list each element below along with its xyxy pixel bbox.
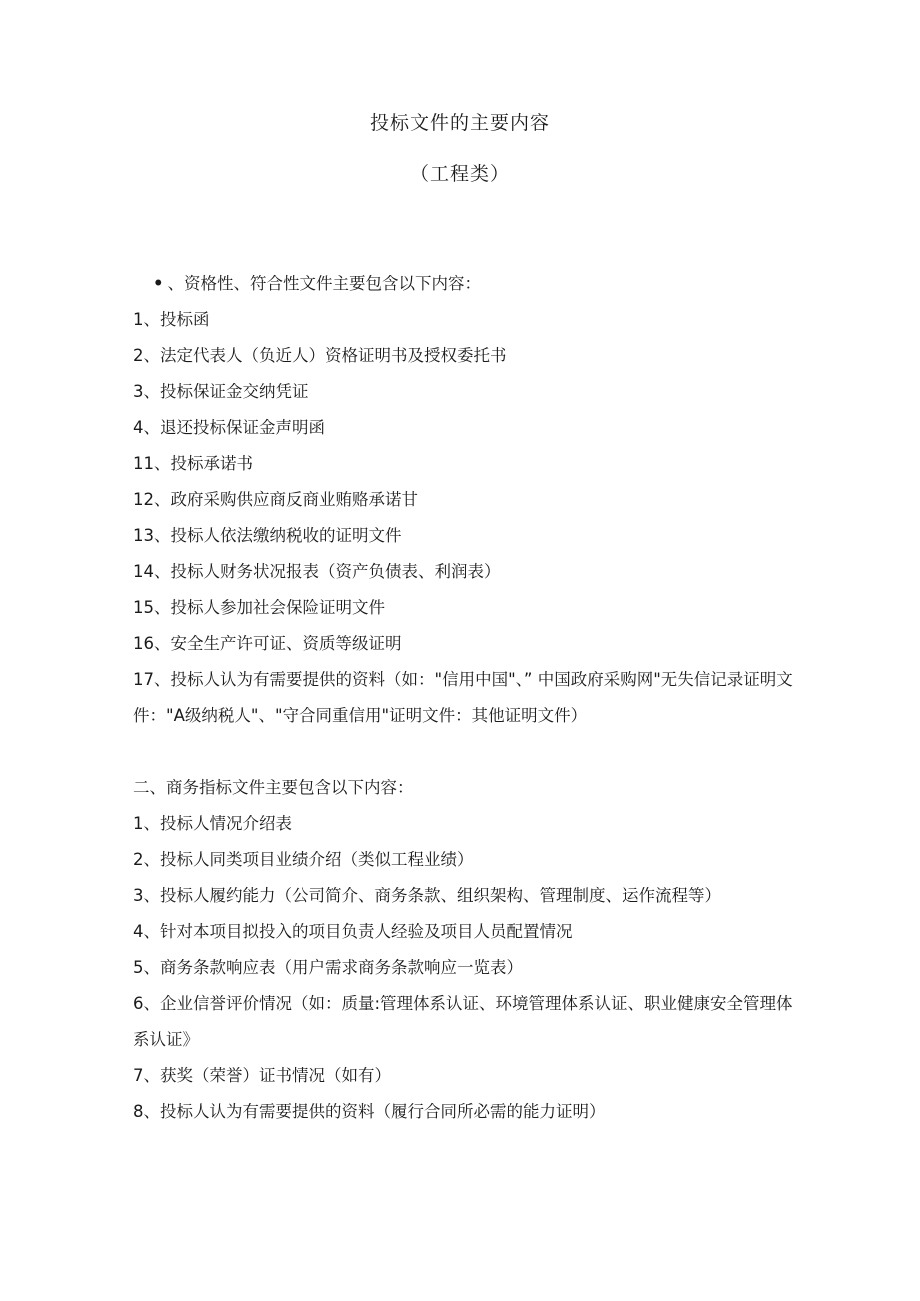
list-item: 13、投标人依法缴纳税收的证明文件 bbox=[133, 526, 402, 545]
document-subtitle: （工程类） bbox=[409, 163, 510, 185]
list-item: 1、投标函 bbox=[133, 310, 210, 329]
list-item: 12、政府采购供应商反商业贿赂承诺甘 bbox=[133, 490, 418, 509]
list-item: 4、退还投标保证金声明函 bbox=[133, 418, 325, 437]
bullet-icon: • bbox=[153, 274, 164, 293]
list-item: 5、商务条款响应表（用户需求商务条款响应一览表） bbox=[133, 958, 523, 977]
list-item: 2、投标人同类项目业绩介绍（类似工程业绩） bbox=[133, 850, 474, 869]
section-heading bbox=[133, 272, 803, 308]
section-qualification bbox=[133, 272, 803, 740]
list-item: 7、获奖（荣誉）证书情况（如有） bbox=[133, 1066, 391, 1085]
list-item: 17、投标人认为有需要提供的资料（如："信用中国"、” 中国政府采购网"无失信记录证明文件："A级纳税人"、"守合同重信用"证明文件：其他证明文件） bbox=[133, 670, 793, 725]
document-title: 投标文件的主要内容 bbox=[369, 112, 550, 134]
list-item: 3、投标保证金交纳凭证 bbox=[133, 382, 309, 401]
list-item: 1、投标人情况介绍表 bbox=[133, 814, 292, 833]
list-item: 8、投标人认为有需要提供的资料（履行合同所必需的能力证明） bbox=[133, 1102, 606, 1121]
list-item: 14、投标人财务状况报表（资产负债表、利润表） bbox=[133, 562, 501, 581]
list-item: 16、安全生产许可证、资质等级证明 bbox=[133, 634, 402, 653]
list-item: 15、投标人参加社会保险证明文件 bbox=[133, 598, 385, 617]
list-item: 2、法定代表人（负近人）资格证明书及授权委托书 bbox=[133, 346, 507, 365]
section-heading-text: 、资格性、符合性文件主要包含以下内容： bbox=[167, 274, 482, 293]
section-commercial bbox=[133, 776, 803, 1136]
list-item: 3、投标人履约能力（公司简介、商务条款、组织架构、管理制度、运作流程等） bbox=[133, 886, 721, 905]
section-heading: 二、商务指标文件主要包含以下内容： bbox=[133, 778, 414, 797]
list-item: 6、企业信誉评价情况（如：质量:管理体系认证、环境管理体系认证、职业健康安全管理体系认证》 bbox=[133, 994, 793, 1049]
list-item: 4、针对本项目拟投入的项目负责人经验及项目人员配置情况 bbox=[133, 922, 573, 941]
list-item: 11、投标承诺书 bbox=[133, 454, 253, 473]
